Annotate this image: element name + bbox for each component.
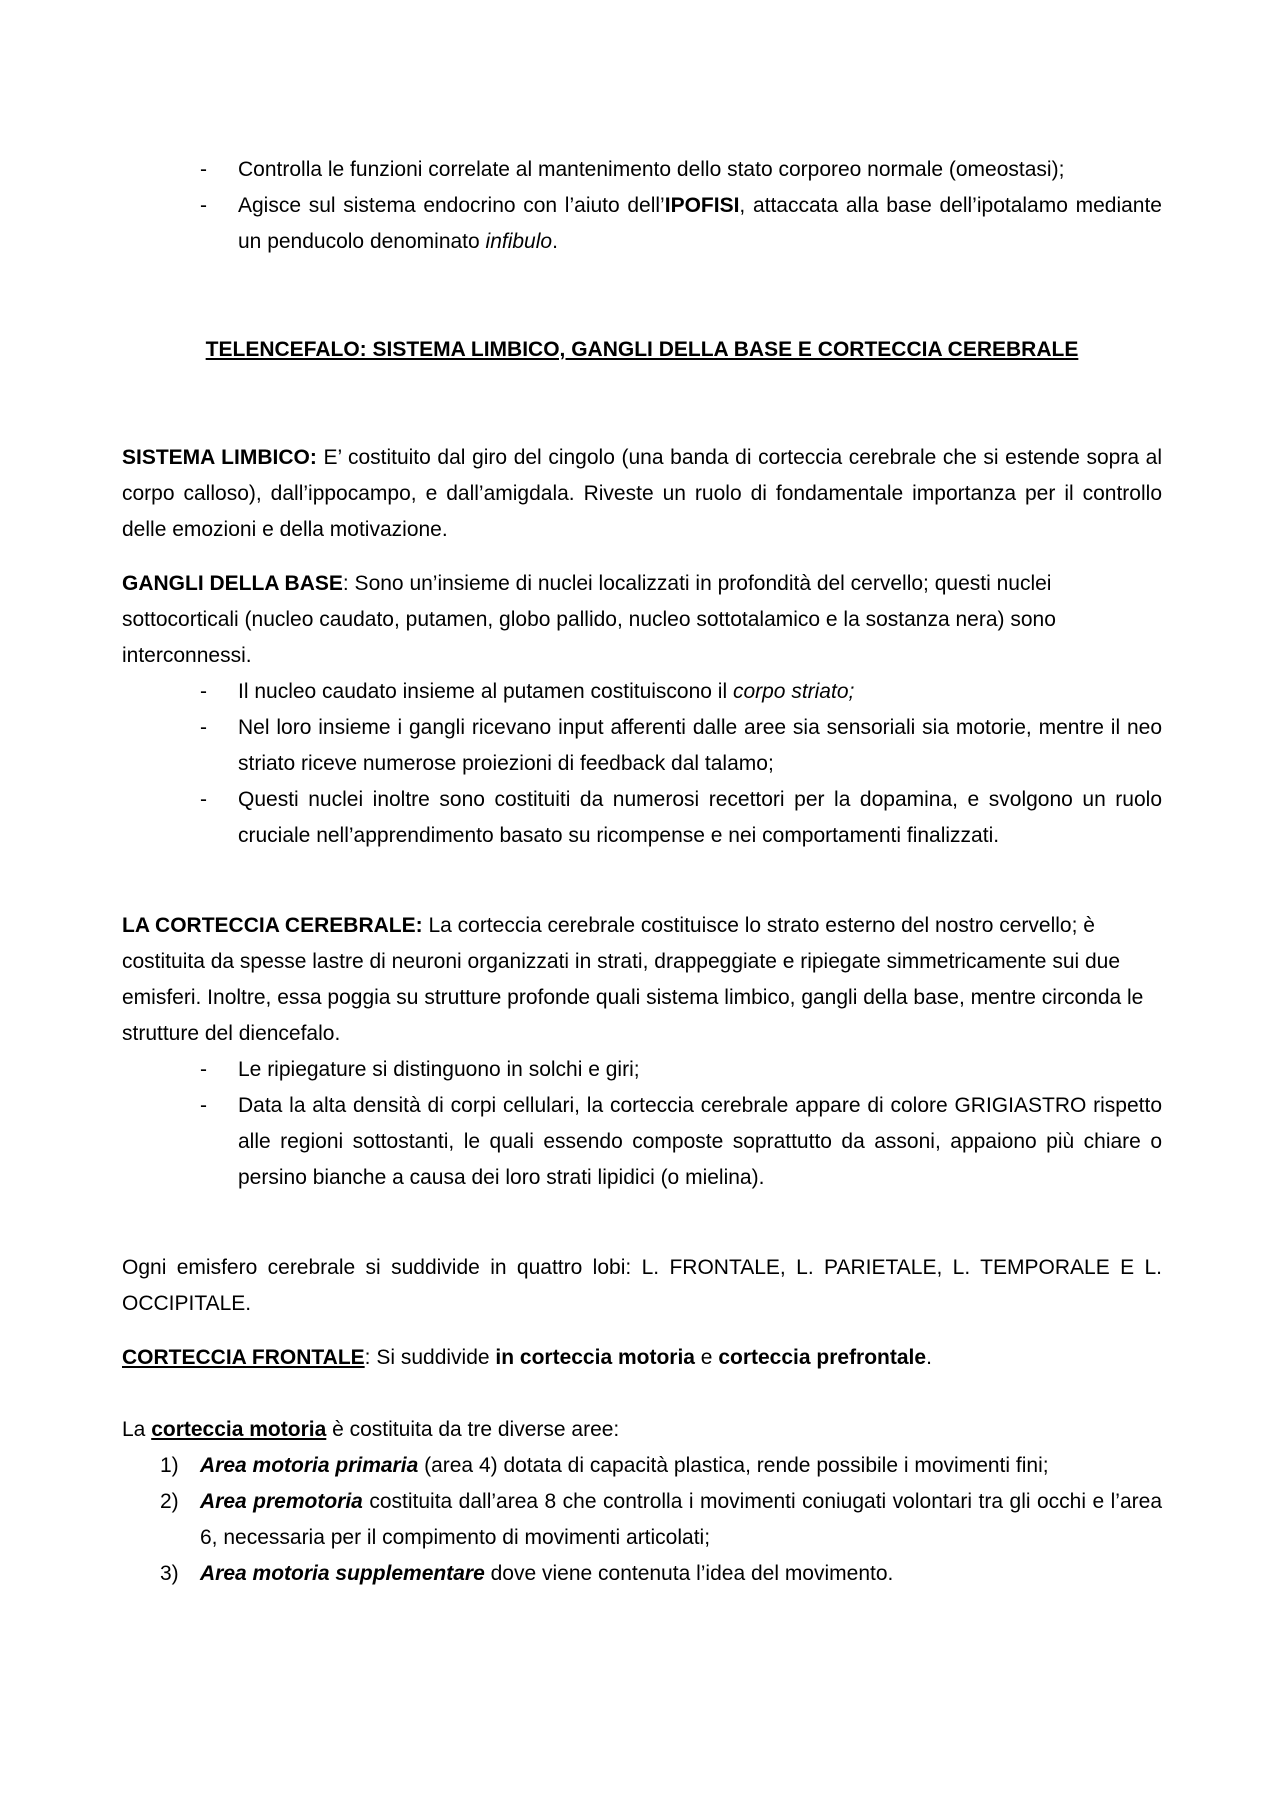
bullet-text: Nel loro insieme i gangli ricevano input afferenti dalle aree sia sensoriali sia motorie, mentre il neo striato riceve numerose proiezioni di feedback dal talamo; — [238, 716, 1162, 775]
bullet-text: . — [552, 230, 558, 253]
frontal-paragraph — [122, 1340, 1162, 1376]
list-item — [122, 1052, 1162, 1088]
limbic-label: SISTEMA LIMBICO: — [122, 446, 317, 469]
motor-intro-text: è costituita da tre diverse aree: — [326, 1418, 620, 1441]
area-text: costituita dall’area 8 che controlla i movimenti coniugati volontari tra gli occhi e l’area 6, necessaria per il compimento di movimenti articolati; — [200, 1490, 1162, 1549]
cortex-section — [122, 908, 1162, 1196]
lobes-paragraph: Ogni emisfero cerebrale si suddivide in quattro lobi: L. FRONTALE, L. PARIETALE, L. TEMPORALE E L. OCCIPITALE. — [122, 1256, 1162, 1315]
frontal-text: . — [926, 1346, 932, 1369]
list-item — [122, 710, 1162, 782]
frontal-label: CORTECCIA FRONTALE — [122, 1346, 365, 1369]
area-label: Area premotoria — [200, 1490, 363, 1513]
area-text: dove viene contenuta l’idea del movimento. — [484, 1562, 894, 1585]
bullet-text: Il nucleo caudato insieme al putamen costituiscono il — [238, 680, 733, 703]
motor-cortex-section — [122, 1412, 1162, 1592]
bullet-text: Le ripiegature si distinguono in solchi e giri; — [238, 1058, 640, 1081]
dash-marker: - — [200, 680, 207, 703]
list-number: 2) — [160, 1490, 179, 1513]
limbic-paragraph — [122, 440, 1162, 548]
frontal-text: e — [694, 1346, 719, 1369]
dash-marker: - — [200, 788, 207, 811]
list-item — [122, 782, 1162, 854]
motor-cortex-label: corteccia motoria — [151, 1418, 327, 1441]
area-label: Area motoria primaria — [200, 1454, 419, 1477]
dash-marker: - — [200, 1058, 207, 1081]
prefrontal-cortex-term: corteccia prefrontale — [718, 1346, 927, 1369]
infibulo-term: infibulo — [485, 230, 553, 253]
list-item — [122, 1088, 1162, 1196]
basal-ganglia-bullet-list — [122, 674, 1162, 854]
area-text: (area 4) dotata di capacità plastica, rende possibile i movimenti fini; — [418, 1454, 1049, 1477]
bullet-text: Controlla le funzioni correlate al mantenimento dello stato corporeo normale (omeostasi); — [238, 158, 1065, 181]
motor-areas-list — [122, 1448, 1162, 1592]
bullet-text: , attaccata alla base dell’ipotalamo mediante un penducolo denominato — [238, 194, 1162, 253]
motor-intro-text: La — [122, 1418, 152, 1441]
area-label: Area motoria supplementare — [200, 1562, 485, 1585]
dash-marker: - — [200, 158, 207, 181]
list-item — [122, 1448, 1162, 1484]
cortex-label: LA CORTECCIA CEREBRALE: — [122, 914, 423, 937]
hypothalamus-bullet-list — [122, 152, 1162, 260]
dash-marker: - — [200, 194, 207, 217]
list-item — [122, 1556, 1162, 1592]
list-item — [122, 1484, 1162, 1556]
basal-ganglia-section — [122, 566, 1162, 854]
list-number: 3) — [160, 1562, 179, 1585]
bullet-text: Agisce sul sistema endocrino con l’aiuto dell’ — [238, 194, 665, 217]
limbic-text: E’ costituito dal giro del cingolo (una banda di corteccia cerebrale che si estende sopra al corpo calloso), dall’ippocampo, e dall’amigdala. Riveste un ruolo di fondamentale importanza per il controllo delle emozioni e della motivazione. — [122, 446, 1162, 541]
motor-cortex-term: in corteccia motoria — [495, 1346, 695, 1369]
list-item — [122, 674, 1162, 710]
bullet-text: Data la alta densità di corpi cellulari, la corteccia cerebrale appare di colore GRIGIASTRO rispetto alle regioni sottostanti, le quali essendo composte soprattutto da assoni, appaiono più chiare o persino bianche a causa dei loro strati lipidici (o mielina). — [238, 1094, 1162, 1189]
cortex-text: La corteccia cerebrale costituisce lo strato esterno del nostro cervello; è costituita da spesse lastre di neuroni organizzati in strati, drappeggiate e ripiegate simmetricamente sui due emisferi. Inoltre, essa poggia su strutture profonde quali sistema limbico, gangli della base, mentre circonda le strutture del diencefalo. — [122, 914, 1144, 1045]
cortex-bullet-list — [122, 1052, 1162, 1196]
list-item — [122, 188, 1162, 260]
list-item — [122, 152, 1162, 188]
list-number: 1) — [160, 1454, 179, 1477]
dash-marker: - — [200, 716, 207, 739]
dash-marker: - — [200, 1094, 207, 1117]
ipofisi-term: IPOFISI — [664, 194, 740, 217]
corpo-striato-term: corpo striato; — [732, 680, 855, 703]
frontal-text: : Si suddivide — [364, 1346, 496, 1369]
basal-ganglia-text: : Sono un’insieme di nuclei localizzati in profondità del cervello; questi nuclei sottocorticali (nucleo caudato, putamen, globo pallido, nucleo sottotalamico e la sostanza nera) sono interconnessi. — [122, 572, 1056, 667]
section-heading: TELENCEFALO: SISTEMA LIMBICO, GANGLI DELLA BASE E CORTECCIA CEREBRALE — [205, 338, 1079, 361]
basal-ganglia-label: GANGLI DELLA BASE — [122, 572, 343, 595]
bullet-text: Questi nuclei inoltre sono costituiti da numerosi recettori per la dopamina, e svolgono un ruolo cruciale nell’apprendimento basato su ricompense e nei comportamenti finalizzati. — [238, 788, 1162, 847]
